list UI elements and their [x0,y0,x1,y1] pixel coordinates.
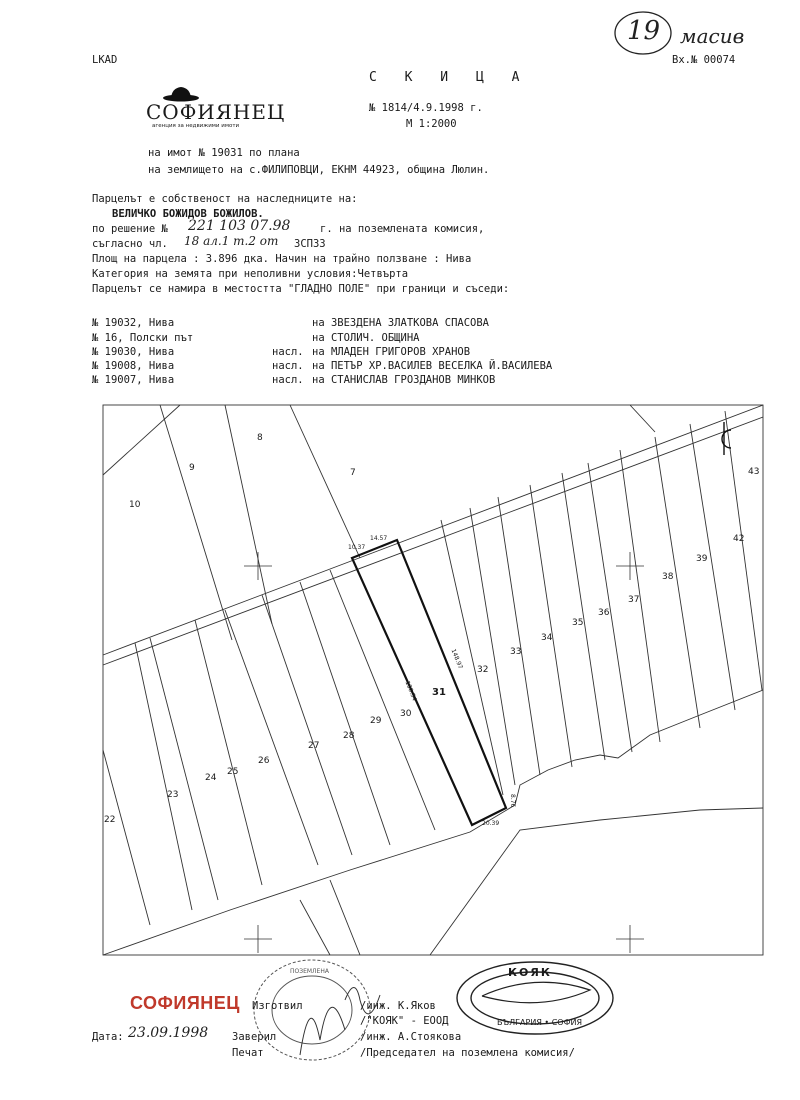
parcel-number: 9 [189,463,195,473]
neighbor-owner: на ЗВЕЗДЕНА ЗЛАТКОВА СПАСОВА [312,317,490,329]
dimension-label: 8.76 [509,794,516,808]
agreed-prefix: съгласно чл. [92,238,168,250]
parcel-number: 34 [541,633,553,643]
neighbor-prefix: насл. [272,360,304,372]
parcel-number: 26 [258,756,270,766]
date-handwritten: 23.09.1998 [128,1025,209,1041]
dimension-label: 20.39 [482,820,500,827]
logo-name: СОФИЯНЕЦ [146,100,286,124]
signature [300,1007,345,1055]
verified-value: /инж. А.Стоякова [360,1031,462,1043]
circle-word: масив [680,24,745,48]
parcel-number: 8 [257,433,263,443]
neighbor-no: № 19007, Нива [92,374,175,386]
parcel-number: 24 [205,773,217,783]
neighbor-owner: на СТОЛИЧ. ОБЩИНА [312,332,420,344]
land-line: на землището на с.ФИЛИПОВЦИ, ЕКНМ 44923, община Люлин. [148,164,490,176]
dimension-label: 10.37 [348,544,366,551]
incoming-number: Вх.№ 00074 [672,54,736,66]
parcel-number: 43 [748,467,760,477]
parcel-number: 42 [733,534,745,544]
parcel-number: 7 [350,468,356,478]
dimension-label: 130.54 [403,680,418,703]
parcel-number: 25 [227,767,239,777]
location-line: Парцелът се намира в местостта "ГЛАДНО ПОЛЕ" при граници и съседи: [92,283,510,295]
parcel-number: 39 [696,554,708,564]
neighbor-no: № 16, Полски път [92,332,194,344]
watermark-brand: СОФИЯНЕЦ [130,993,240,1013]
category-line: Категория на земята при неполивни условия:Четвърта [92,268,409,280]
company-line: /"КОЯК" - ЕООД [360,1015,449,1027]
parcel-number: 22 [104,815,116,825]
agreed-suffix: ЗСПЗЗ [294,238,326,250]
dimension-label: 148.97 [449,648,464,671]
parcel-number: 33 [510,647,522,657]
parcel-number: 10 [129,500,141,510]
neighbor-no: № 19008, Нива [92,360,175,372]
neighbor-no: № 19030, Нива [92,346,175,358]
document-number-date: № 1814/4.9.1998 г. [369,102,483,114]
agreed-handwritten: 18 ал.1 т.2 от [184,234,279,248]
prepared-label: Изготвил [252,1000,303,1012]
verified-label: Заверил [232,1031,277,1043]
parcel-number: 38 [662,572,674,582]
parcel-number: 35 [572,618,584,628]
neighbor-prefix: насл. [272,346,304,358]
decision-suffix: г. на поземлената комисия, [320,223,485,235]
date-label: Дата: [92,1031,124,1043]
parcel-number: 32 [477,665,489,675]
neighbor-owner: на СТАНИСЛАВ ГРОЗДАНОВ МИНКОВ [312,374,496,386]
neighbor-no: № 19032, Нива [92,317,175,329]
koyak-stamp-city: БЪЛГАРИЯ • СОФИЯ [497,1018,582,1027]
prepared-value: /инж. К.Яков [360,1000,436,1012]
parcel-31-label: 31 [432,687,446,698]
neighbor-owner: на ПЕТЪР ХР.ВАСИЛЕВ ВЕСЕЛКА Й.ВАСИЛЕВА [312,360,553,372]
koyak-stamp-name: КОЯК [508,966,552,979]
owner-intro: Парцелът е собственост на наследниците на: [92,193,358,205]
property-line: на имот № 19031 по плана [148,147,300,159]
decision-prefix: по решение № [92,223,168,235]
neighbor-prefix: насл. [272,374,304,386]
document-title: С К И Ц А [369,70,530,85]
dimension-label: 14.57 [370,535,388,542]
parcel-number: 30 [400,709,412,719]
area-line: Площ на парцела : 3.896 дка. Начин на трайно ползване : Нива [92,253,472,265]
north-arrow-icon [722,422,731,455]
round-stamp-text: ПОЗЕМЛЕНА [290,968,329,975]
stamp-label: Печат [232,1047,264,1059]
chair-line: /Председател на поземлена комисия/ [360,1047,575,1059]
document-scale: М 1:2000 [406,118,457,130]
map-frame [103,405,763,955]
circle-number: 19 [627,16,661,46]
decision-handwritten: 221 103 07.98 [188,218,291,234]
parcel-number: 27 [308,741,320,751]
parcel-number: 29 [370,716,382,726]
parcel-number: 37 [628,595,640,605]
parcel-number: 28 [343,731,355,741]
road-edge [103,405,763,655]
owner-name: ВЕЛИЧКО БОЖИДОВ БОЖИЛОВ. [112,208,264,220]
parcel-number: 23 [167,790,179,800]
logo-tagline: агенция за недвижими имоти [152,123,240,129]
parcel-number: 36 [598,608,610,618]
lkad-label: LKAD [92,54,118,66]
neighbor-owner: на МЛАДЕН ГРИГОРОВ ХРАНОВ [312,346,471,358]
